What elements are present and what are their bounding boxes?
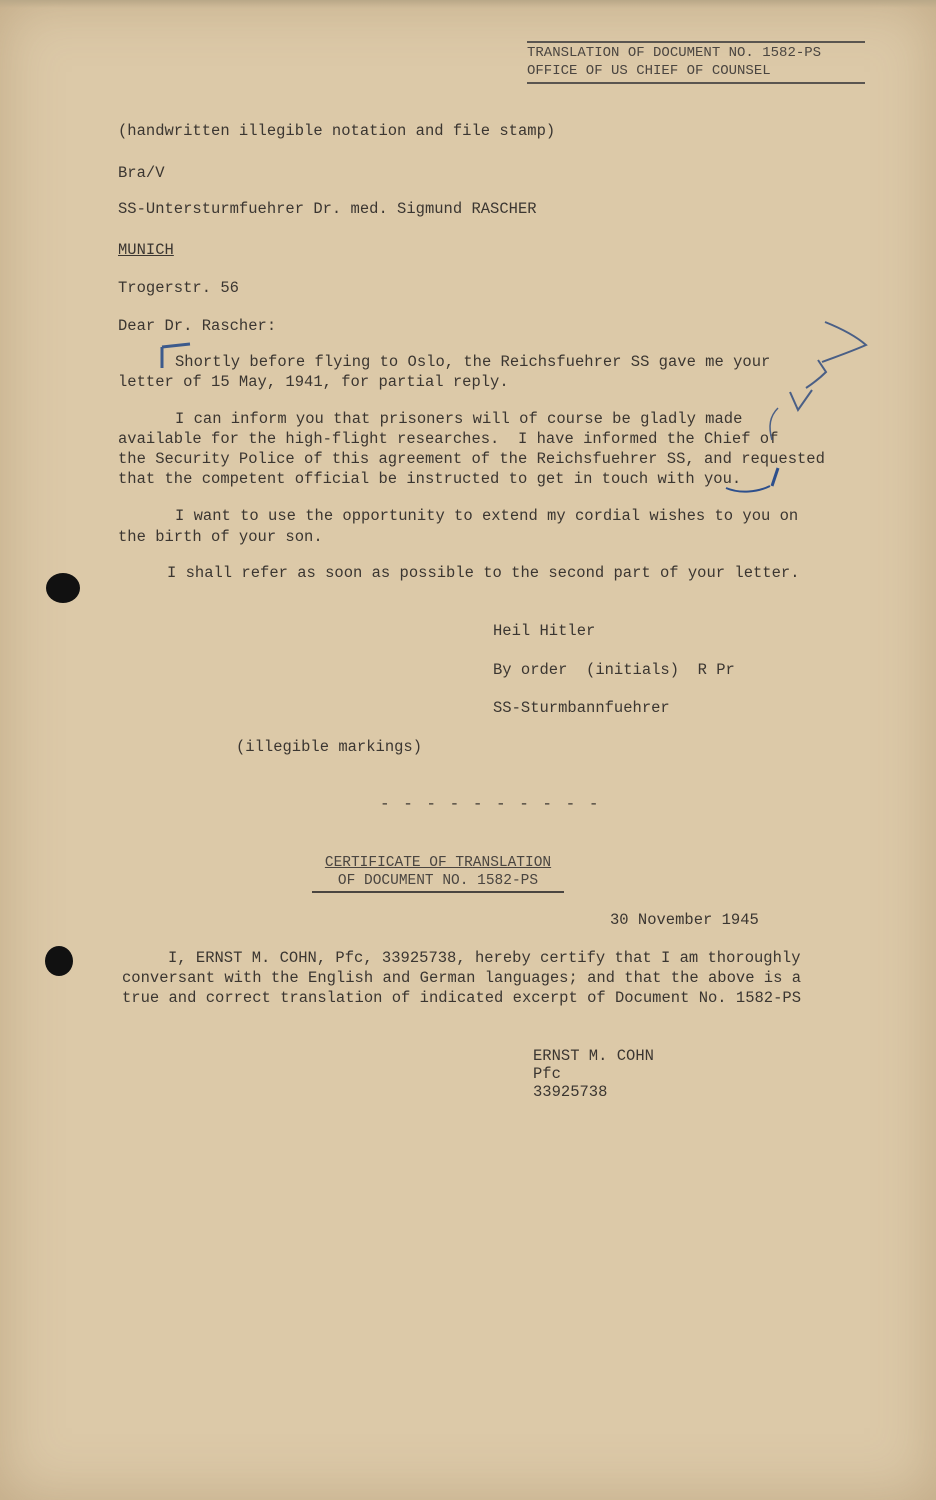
bracket-mark: [162, 344, 190, 368]
paragraph-2-line-3: the Security Police of this agreement of the Reichsfuehrer SS, and requested: [118, 450, 825, 468]
addressee-street: Trogerstr. 56: [118, 279, 239, 297]
signer-rank: SS-Sturmbannfuehrer: [493, 699, 670, 717]
check-mark-upper: [806, 322, 866, 388]
paragraph-1-line-1: Shortly before flying to Oslo, the Reichsfuehrer SS gave me your: [175, 353, 771, 371]
closing: Heil Hitler: [493, 622, 596, 640]
addressee-city: MUNICH: [118, 241, 174, 259]
signature-line: By order (initials) R Pr: [493, 661, 735, 679]
certifier-serial: 33925738: [533, 1083, 608, 1101]
certificate-body-line-1: I, ERNST M. COHN, Pfc, 33925738, hereby certify that I am thoroughly: [168, 949, 801, 967]
underline-you-mark: [726, 486, 770, 492]
salutation: Dear Dr. Rascher:: [118, 317, 277, 335]
paragraph-3-line-2: the birth of your son.: [118, 528, 323, 546]
section-separator: - - - - - - - - - -: [380, 795, 601, 813]
header-line-2: OFFICE OF US CHIEF OF COUNSEL: [527, 63, 771, 79]
check-mark-lower: [790, 390, 812, 410]
certificate-date: 30 November 1945: [610, 911, 759, 929]
paragraph-4-line-1: I shall refer as soon as possible to the second part of your letter.: [167, 564, 800, 582]
paragraph-3-line-1: I want to use the opportunity to extend my cordial wishes to you on: [175, 507, 799, 525]
tick-mark: [772, 468, 778, 486]
addressee-name: SS-Untersturmfuehrer Dr. med. Sigmund RASCHER: [118, 200, 537, 218]
margin-stroke: [770, 408, 778, 440]
paragraph-2-line-1: I can inform you that prisoners will of course be gladly made: [175, 410, 743, 428]
certificate-body-line-2: conversant with the English and German languages; and that the above is a: [122, 969, 802, 987]
header-line-1: TRANSLATION OF DOCUMENT NO. 1582-PS: [527, 45, 822, 61]
certifier-name: ERNST M. COHN: [533, 1047, 654, 1065]
certificate-body-line-3: true and correct translation of indicated excerpt of Document No. 1582-PS: [122, 989, 802, 1007]
paragraph-2-line-2: available for the high-flight researches. I have informed the Chief of: [118, 430, 779, 448]
certificate-title-line-2: OF DOCUMENT NO. 1582-PS: [337, 873, 539, 889]
illegible-markings: (illegible markings): [236, 738, 423, 756]
handwritten-notation: (handwritten illegible notation and file stamp): [118, 122, 556, 140]
file-reference: Bra/V: [118, 164, 165, 182]
paragraph-2-line-4: that the competent official be instructed to get in touch with you.: [118, 470, 742, 488]
certifier-rank: Pfc: [533, 1065, 561, 1083]
paragraph-1-line-2: letter of 15 May, 1941, for partial reply.: [118, 373, 509, 391]
certificate-title-line-1: CERTIFICATE OF TRANSLATION: [324, 855, 552, 871]
